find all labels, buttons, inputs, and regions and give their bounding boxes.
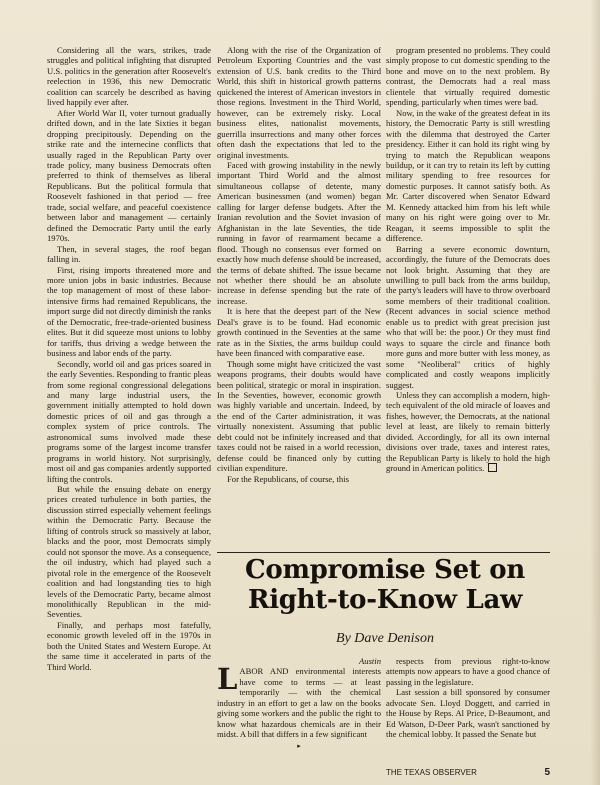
page-footer — [386, 765, 550, 779]
paragraph: Finally, and perhaps most fatefully, economic growth leveled off in the 1970s in both the United States and Western Europe. At the same time it accelerated in parts of the Third World. — [47, 619, 211, 672]
paragraph: After World War II, voter turnout gradually drifted down, and in the late Sixties it began dropping precipitously. Depending on the strike rate and the internecine conflicts that usually raged in the Republican Party over trade policy, many business Democrats often preferred to think of themselves as liberal Republicans. But the political formula that Roosevelt fashioned in that period — free trade, social welfare, and peaceful coexistence between labor and management — certainly defined the Democratic Party until the early 1970s. — [47, 107, 211, 244]
byline: By Dave Denison — [336, 631, 434, 646]
paragraph: For the Republicans, of course, this — [227, 473, 349, 484]
paragraph: Now, in the wake of the greatest defeat in its history, the Democratic Party is still wrestling with the dilemma that destroyed the Carter presidency. Either it can hold its right wing by trying to match the Republican weapons buildup, or it can try to retain its left by cutting military spending to free resources for domestic purposes. It cannot satisfy both. As Mr. Carter discovered when Senator Edward M. Kennedy attacked him from his left while many on his right were going over to Mr. Reagan, it seems impossible to split the difference. — [386, 107, 550, 244]
article-lead-paragraph — [217, 662, 381, 740]
paragraph: Barring a severe economic downturn, accordingly, the future of the Democrats does not look bright. Assuming that they are unwilling to pull back from the arms buildup, the party's leaders will have to throw overboard some members of their traditional coalition. (Recent advances in social science method enable us to predict with great precision just who that will be: the poor.) Or they must find ways to square the circle and finance both more guns and more butter with less money, as some "Neoliberal" critics of highly complicated and costly weapons implicitly suggest. — [386, 243, 550, 390]
article-headline — [220, 555, 550, 615]
dateline: Austin — [359, 656, 381, 666]
headline-line-1: Compromise Set on — [245, 555, 525, 585]
paragraph: program presented no problems. They could simply propose to cut domestic spending to the bone and move on to the next problem. By contrast, the Democrats had a real mass clientele that virtually required domestic spending, particularly when times were bad. — [386, 45, 550, 108]
article-column-1 — [217, 656, 381, 774]
paragraph: First, rising imports threatened more and more union jobs in basic industries. Because the top management of most of these labor-intensive firms had remained Republicans, the import surge did not directly diminish the ranks of the Democratic, free-trade-oriented business elites. But it did squeeze most unions to lobby for tariffs, thus driving a wedge between the business and labor ends of the party. — [47, 264, 211, 359]
drop-cap: L — [217, 662, 238, 697]
paragraph: Last session a bill sponsored by consumer advocate Sen. Lloyd Doggett, and carried in the House by Reps. Al Price, D-Beaumont, and Ed Watson, D-Deer Park, wasn't sanctioned by the chemical lobby. It passed the Senate but — [386, 687, 550, 740]
article-column-2 — [386, 656, 550, 764]
article-lead-text: ABOR AND environmental interests have come to terms — at least temporarily — with the chemical industry in an effort to get a law on the books giving some workers and the public the right to know what hazardous chemicals are in their midst. A bill that differs in a few significant — [217, 666, 381, 740]
paragraph: Though some might have criticized the vast weapons programs, their doubts would have been political, strategic or moral in inspiration. In the Seventies, however, economic growth was highly variable and uncertain. Indeed, by the end of the Carter administration, it was virtually nonexistent. Assuming that public debt could not be infinitely increased and that taxes could not be raised in a world recession, defense could be financed only by cutting civilian expenditure. — [217, 358, 381, 474]
page-edge-shadow — [590, 0, 600, 785]
page-number: 5 — [544, 766, 550, 778]
paragraph: respects from previous right-to-know attempts now appears to have a good chance of passing in the legislature. — [386, 656, 550, 687]
continue-arrow-icon: ▸ — [297, 741, 301, 750]
headline-line-2: Right-to-Know Law — [247, 585, 523, 615]
paragraph: Unless they can accomplish a modern, high-tech equivalent of the old miracle of loaves and fishes, however, the Democrats, at the national level at least, are likely to remain bitterly divided. Accordingly, for all its own internal divisions over trade, taxes and interest rates, the Republican Party is likely to hold the high ground in American politics. — [386, 389, 550, 474]
column-3 — [386, 45, 550, 550]
paragraph: But while the ensuing debate on energy prices created turbulence in both parties, the discussion stirred especially vehement feelings within the Democratic Party. Because the lifting of controls struck so massively at labor, blacks and the poor, most Democrats simply could not sponsor the move. As a consequence, the oil industry, which had played such a pivotal role in the emergence of the Roosevelt coalition and had longstanding ties to high levels of the Democratic Party, became almost monolithically Republican in the mid-Seventies. — [47, 484, 211, 620]
column-1 — [47, 45, 211, 775]
headline-top-rule — [217, 552, 550, 553]
column-2 — [217, 45, 381, 550]
paragraph: Considering all the wars, strikes, trade struggles and political infighting that disrupted U.S. politics in the generation after Roosevelt's reelection in 1936, this new Democratic coalition can scarcely be described as having lived happily ever after. — [47, 45, 211, 108]
end-mark-icon — [488, 463, 497, 472]
paragraph: Faced with growing instability in the newly important Third World and the almost simultaneous collapse of detente, many American businessmen (and women) began calling for larger defense budgets. After the Iranian revolution and the Soviet invasion of Afghanistan in the late Seventies, the tide running in favor of rearmament became a flood. Though no consensus ever formed on exactly how much defense should be increased, the terms of debate shifted. The issue became not whether there should be an absolute increase in defense spending but the rate of increase. — [217, 159, 381, 306]
paragraph: Secondly, world oil and gas prices soared in the early Seventies. Responding to frantic pleas from some regional congressional delegations and many large industrial users, the government initially attempted to hold down domestic prices of oil and gas through a complex system of price controls. The astronomical sums involved made these programs some of the largest income transfer programs in world history. Not surprisingly, most oil and gas companies ardently supported lifting the controls. — [47, 358, 211, 484]
paragraph: Along with the rise of the Organization of Petroleum Exporting Countries and the vast extension of U.S. bank credits to the Third World, this shift in historical growth patterns quickened the interest of American investors in those regions. Investment in the Third World, however, can be extremely risky. Local business elites, nationalist movements, guerrilla insurrections and many other forces often dash the expectations that led to the original investments. — [217, 45, 381, 160]
publication-name: THE TEXAS OBSERVER — [386, 767, 477, 777]
paragraph: Then, in several stages, the roof began falling in. — [47, 243, 211, 265]
paragraph: It is here that the deepest part of the New Deal's grave is to be found. Had economic growth continued in the Seventies at the same rate as in the Sixties, the arms buildup could have been financed with comparative ease. — [217, 306, 381, 359]
